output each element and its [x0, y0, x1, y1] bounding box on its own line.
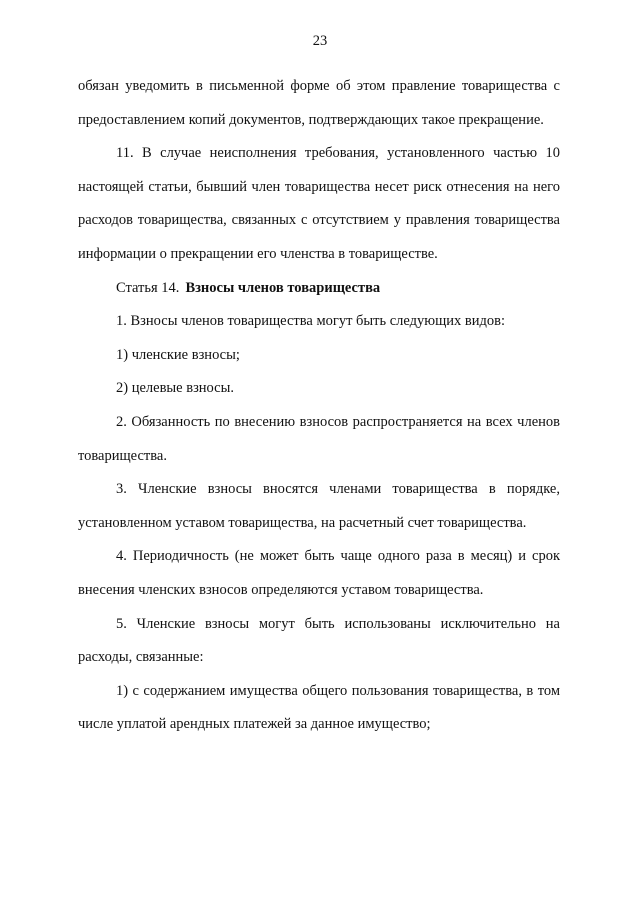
article-paragraph-1: 1. Взносы членов товарищества могут быть следующих видов: [116, 313, 506, 330]
article-heading [78, 272, 560, 306]
list-item-property-maintenance: 1) с содержанием имущества общего пользования товарищества, в том числе уплатой арендных платежей за данное имущество; [78, 682, 560, 733]
paragraph-continuation: обязан уведомить в письменной форме об этом правление товарищества с предоставлением копий документов, подтверждающих такое прекращение. [78, 78, 560, 128]
article-label: Статья 14. [116, 279, 180, 296]
list-item-membership-fees: 1) членские взносы; [116, 346, 240, 363]
article-paragraph-4: 4. Периодичность (не может быть чаще одного раза в месяц) и срок внесения членских взносов определяются уставом товарищества. [78, 548, 560, 598]
article-paragraph-2: 2. Обязанность по внесению взносов распространяется на всех членов товарищества. [78, 413, 560, 464]
document-body [78, 70, 560, 742]
article-paragraph-3: 3. Членские взносы вносятся членами товарищества в порядке, установленном уставом товарищества, на расчетный счет товарищества. [78, 481, 560, 531]
article-title: Взносы членов товарищества [185, 279, 381, 296]
paragraph-11: 11. В случае неисполнения требования, установленного частью 10 настоящей статьи, бывший член товарищества несет риск отнесения на него расходов товарищества, связанных с отсутствием у правления товарищества информации о прекращении его членства в товариществе. [78, 145, 560, 262]
list-item-target-fees: 2) целевые взносы. [116, 380, 234, 397]
page-number: 23 [312, 33, 328, 49]
article-paragraph-5: 5. Членские взносы могут быть использованы исключительно на расходы, связанные: [78, 615, 560, 666]
